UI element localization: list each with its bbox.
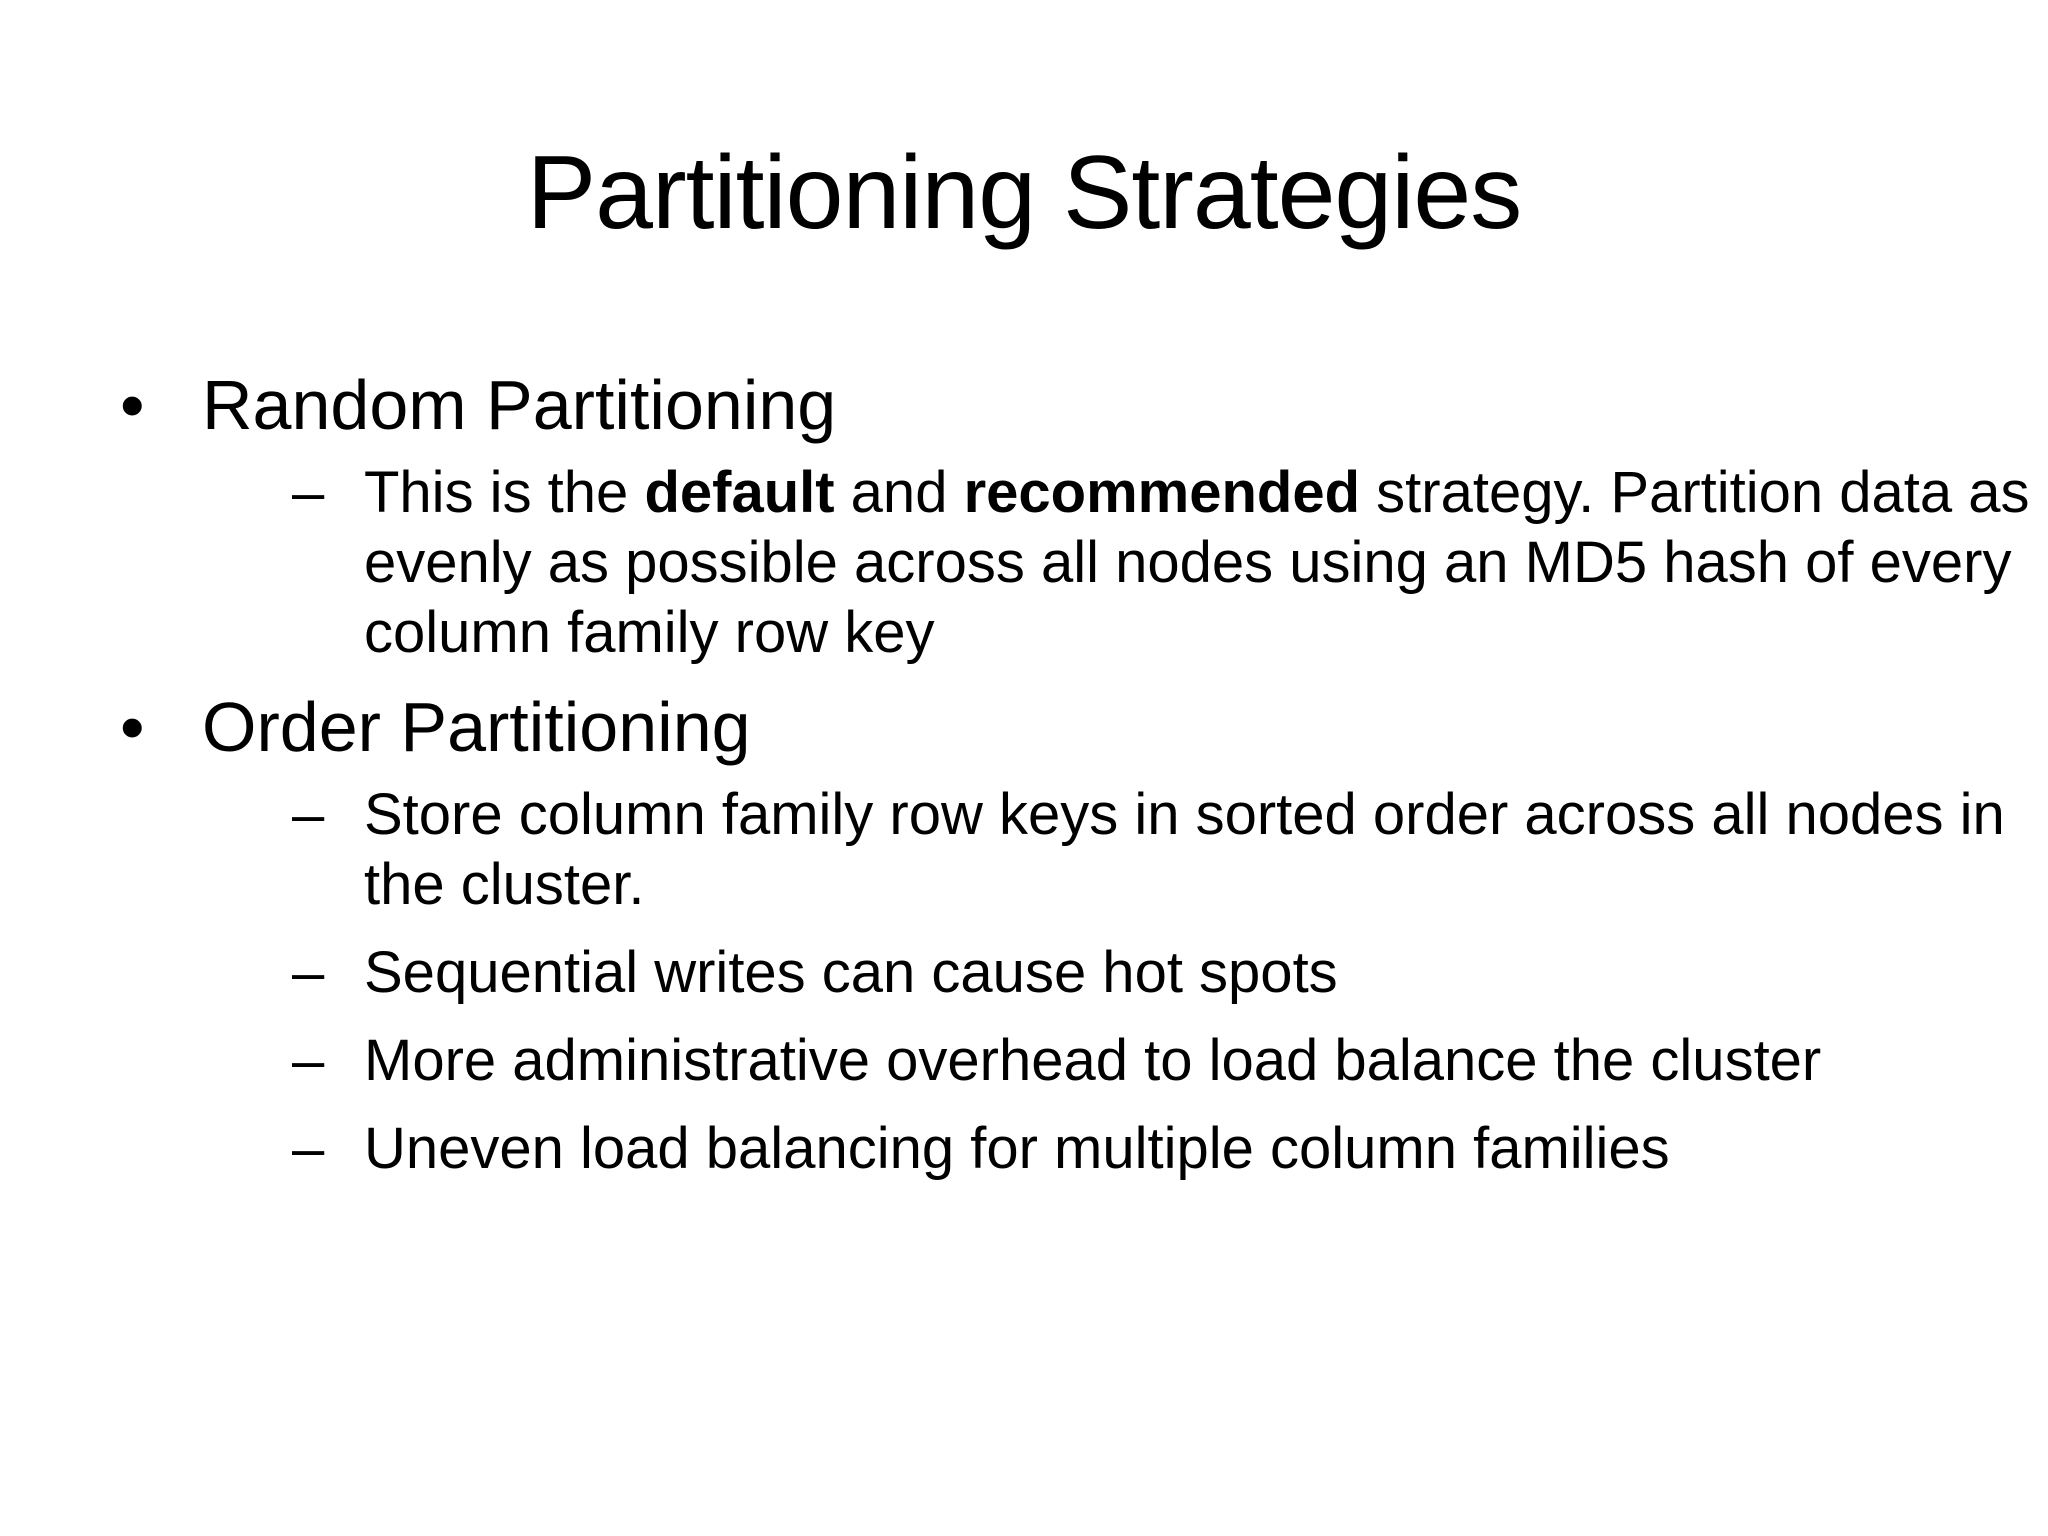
bullet-random-partitioning <box>120 364 1960 446</box>
sub-bullet-hot-spots <box>292 938 2044 1008</box>
dash-icon: – <box>292 782 325 847</box>
sub-bullet-text: Store column family row keys in sorted order across all nodes in the cluster. <box>364 782 2005 917</box>
text-run: and <box>834 460 964 525</box>
sub-bullet-text: Uneven load balancing for multiple column families <box>364 1116 1670 1181</box>
bold-text-run: default <box>644 460 835 525</box>
bullet-heading: Order Partitioning <box>202 688 751 766</box>
sub-bullet-default-strategy <box>292 458 2044 668</box>
sub-bullet-sorted-order <box>292 780 2044 920</box>
sub-bullet-text: Sequential writes can cause hot spots <box>364 940 1338 1005</box>
slide-body <box>120 364 2030 1202</box>
dash-icon: – <box>292 1116 325 1181</box>
text-run: strategy. Partition data as evenly as possible across all nodes using an MD5 hash of every column family row key <box>364 460 2030 665</box>
text-run: This is the <box>364 460 645 525</box>
sub-bullet-text: More administrative overhead to load balance the cluster <box>364 1028 1822 1093</box>
bold-text-run: recommended <box>963 460 1361 525</box>
bullet-icon: • <box>120 688 145 766</box>
dash-icon: – <box>292 460 325 525</box>
bullet-icon: • <box>120 366 145 444</box>
bullet-order-partitioning <box>120 686 1960 768</box>
dash-icon: – <box>292 1028 325 1093</box>
sub-bullet-admin-overhead <box>292 1026 2044 1096</box>
sub-bullet-uneven-load <box>292 1114 2044 1184</box>
bullet-heading: Random Partitioning <box>202 366 837 444</box>
dash-icon: – <box>292 940 325 1005</box>
sub-bullet-text <box>364 460 2030 665</box>
slide-title: Partitioning Strategies <box>526 135 1522 251</box>
